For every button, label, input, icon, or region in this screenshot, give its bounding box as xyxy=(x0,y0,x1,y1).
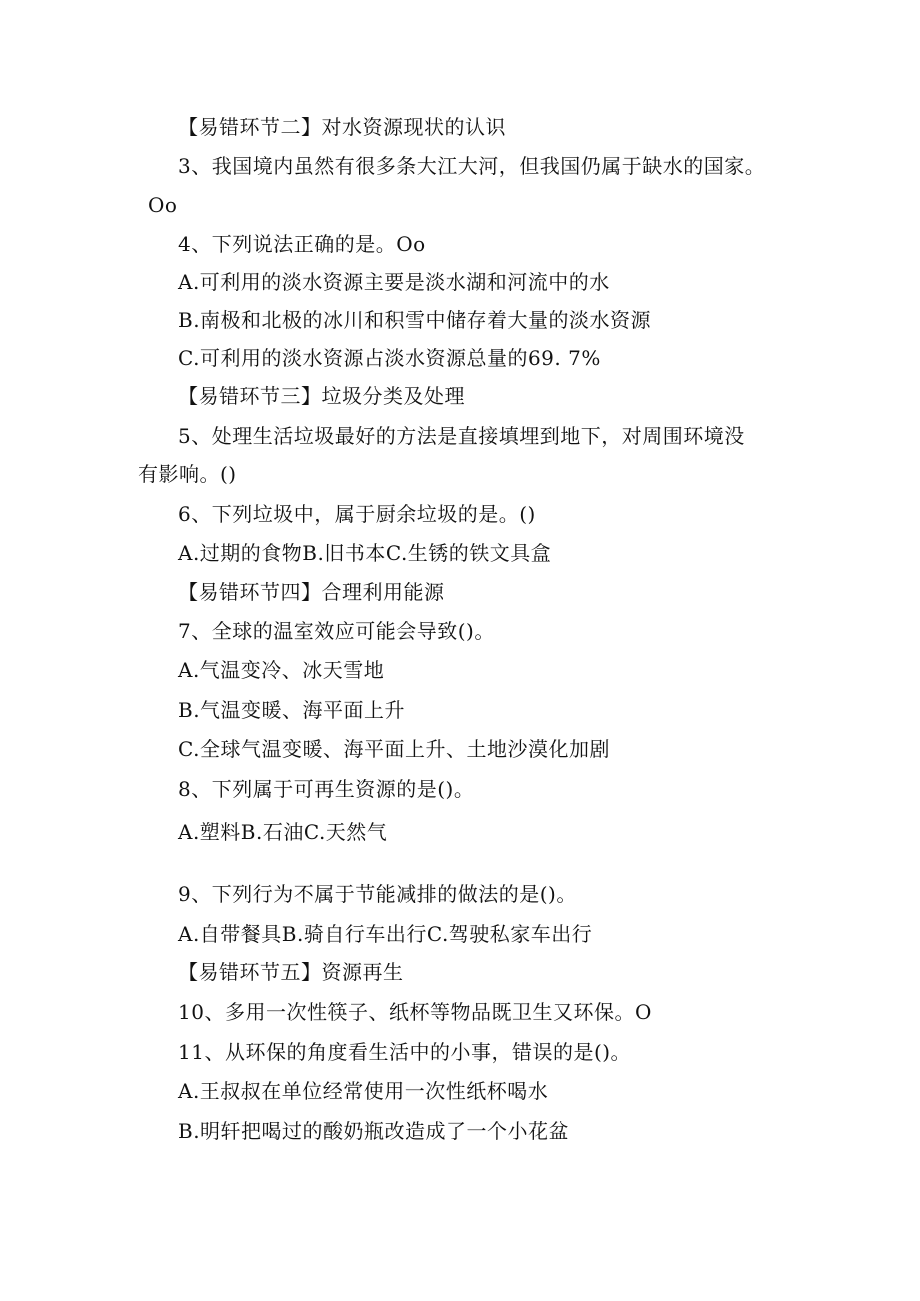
question-6: 6、下列垃圾中，属于厨余垃圾的是。() xyxy=(178,502,536,526)
section-heading-2: 【易错环节二】对水资源现状的认识 xyxy=(178,115,506,139)
section-heading-5: 【易错环节五】资源再生 xyxy=(178,960,404,984)
question-4-option-c: C.可利用的淡水资源占淡水资源总量的69. 7% xyxy=(178,346,601,370)
question-8-options: A.塑料B.石油C.天然气 xyxy=(178,820,388,844)
question-4-option-a: A.可利用的淡水资源主要是淡水湖和河流中的水 xyxy=(178,270,610,294)
question-7-option-c: C.全球气温变暖、海平面上升、土地沙漠化加剧 xyxy=(178,737,610,761)
question-9-options: A.自带餐具B.骑自行车出行C.驾驶私家车出行 xyxy=(178,922,593,946)
question-9: 9、下列行为不属于节能减排的做法的是()。 xyxy=(178,882,577,906)
question-8: 8、下列属于可再生资源的是()。 xyxy=(178,777,475,801)
question-3-answer-blank: Oo xyxy=(148,193,178,217)
question-7-option-a: A.气温变冷、冰天雪地 xyxy=(178,658,385,682)
question-6-options: A.过期的食物B.旧书本C.生锈的铁文具盒 xyxy=(178,541,552,565)
section-heading-4: 【易错环节四】合理利用能源 xyxy=(178,580,445,604)
question-4: 4、下列说法正确的是。Oo xyxy=(178,232,426,256)
section-heading-3: 【易错环节三】垃圾分类及处理 xyxy=(178,384,465,408)
question-11-option-b: B.明轩把喝过的酸奶瓶改造成了一个小花盆 xyxy=(178,1119,570,1143)
question-5-continued: 有影响。() xyxy=(138,462,237,486)
question-3: 3、我国境内虽然有很多条大江大河，但我国仍属于缺水的国家。 xyxy=(178,154,766,178)
question-7: 7、全球的温室效应可能会导致()。 xyxy=(178,619,495,643)
question-11: 11、从环保的角度看生活中的小事，错误的是()。 xyxy=(178,1040,632,1064)
question-7-option-b: B.气温变暖、海平面上升 xyxy=(178,698,406,722)
question-4-option-b: B.南极和北极的冰川和积雪中储存着大量的淡水资源 xyxy=(178,308,652,332)
question-11-option-a: A.王叔叔在单位经常使用一次性纸杯喝水 xyxy=(178,1079,549,1103)
question-10: 10、多用一次性筷子、纸杯等物品既卫生又环保。O xyxy=(178,1000,652,1024)
question-5: 5、处理生活垃圾最好的方法是直接填埋到地下，对周围环境没 xyxy=(178,424,745,448)
